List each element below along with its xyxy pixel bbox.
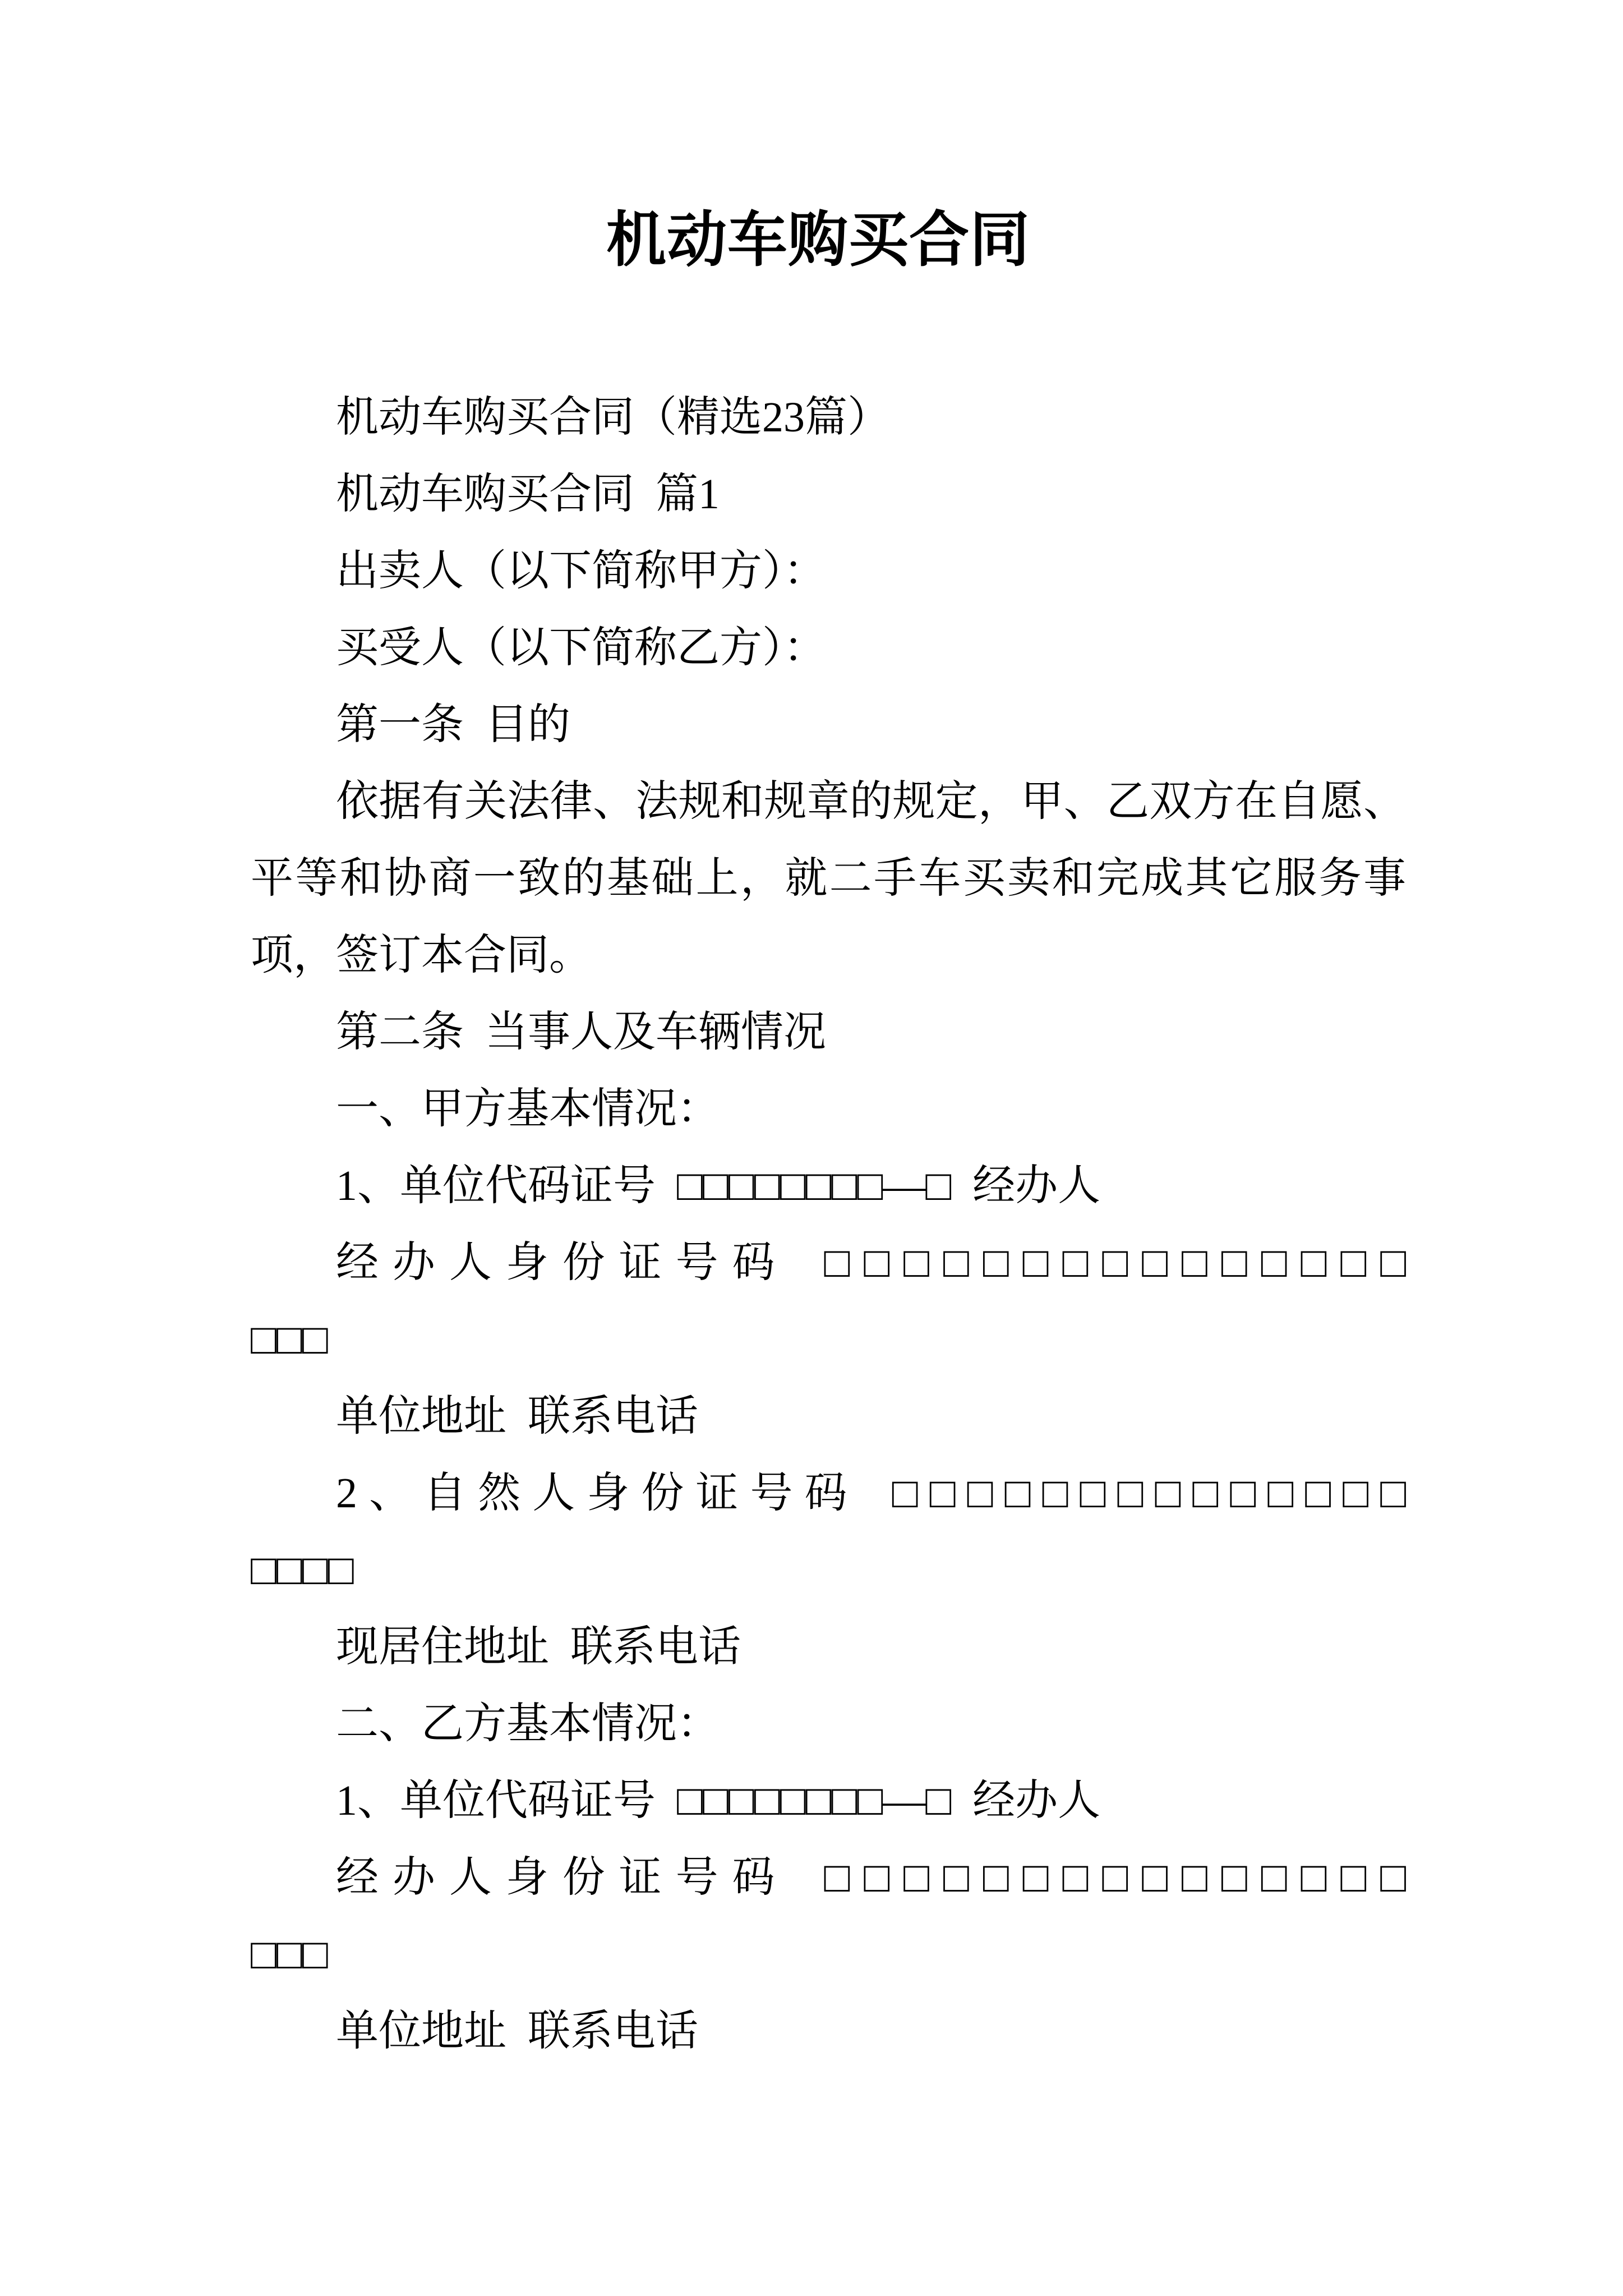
paragraph-line: 二、乙方基本情况： [336,1700,720,1747]
paragraph-line: 平等和协商一致的基础上，就二手车买卖和完成其它服务事 [251,855,1406,902]
paragraph-line: □□□ [251,1316,328,1363]
paragraph-line: 第一条 目的 [336,701,570,748]
buyer-line [251,610,1406,687]
paragraph-line: 1、单位代码证号 □□□□□□□□—□ 经办人 [336,1777,1101,1824]
paragraph-line: 单位地址 联系电话 [336,1393,698,1440]
party-b-org-code [251,1763,1406,1839]
document-body [251,379,1406,2070]
party-a-org-address [251,1378,1406,1455]
paragraph-line: 出卖人（以下简称甲方）： [336,547,826,595]
party-a-org-code [251,1148,1406,1225]
paragraph-line: 现居住地址 联系电话 [336,1623,741,1671]
paragraph-line: 第二条 当事人及车辆情况 [336,1009,826,1056]
contract-heading [251,456,1406,533]
paragraph-line: 买受人（以下简称乙方）： [336,624,826,671]
paragraph-line: 2、自然人身份证号码 □□□□□□□□□□□□□□ [336,1470,1406,1517]
article-1-heading [251,687,1406,763]
party-a-person-id [251,1455,1406,1609]
party-a-residence-address [251,1609,1406,1686]
party-b-heading [251,1686,1406,1763]
paragraph-line: 一、甲方基本情况： [336,1085,720,1133]
paragraph-line: 经办人身份证号码 □□□□□□□□□□□□□□□ [336,1854,1406,1901]
paragraph-line: 单位地址 联系电话 [336,2008,698,2055]
paragraph-line: 1、单位代码证号 □□□□□□□□—□ 经办人 [336,1162,1101,1209]
party-a-agent-id [251,1225,1406,1378]
article-2-heading [251,994,1406,1071]
paragraph-line: 依据有关法律、法规和规章的规定，甲、乙双方在自愿、 [336,778,1406,825]
document-title: 机动车购买合同 [606,208,1030,274]
collection-heading [251,379,1406,456]
paragraph-line: 机动车购买合同 篇1 [336,471,720,518]
paragraph-line: 机动车购买合同（精选23篇） [336,394,890,441]
party-b-agent-id [251,1839,1406,1993]
party-a-heading [251,1071,1406,1148]
paragraph-line: □□□□ [251,1547,354,1594]
paragraph-line: 经办人身份证号码 □□□□□□□□□□□□□□□ [336,1239,1406,1286]
party-b-org-address [251,1993,1406,2070]
paragraph-line: □□□ [251,1931,328,1978]
seller-line [251,533,1406,610]
article-1-text [251,763,1406,994]
paragraph-line: 项，签订本合同。 [251,932,592,979]
